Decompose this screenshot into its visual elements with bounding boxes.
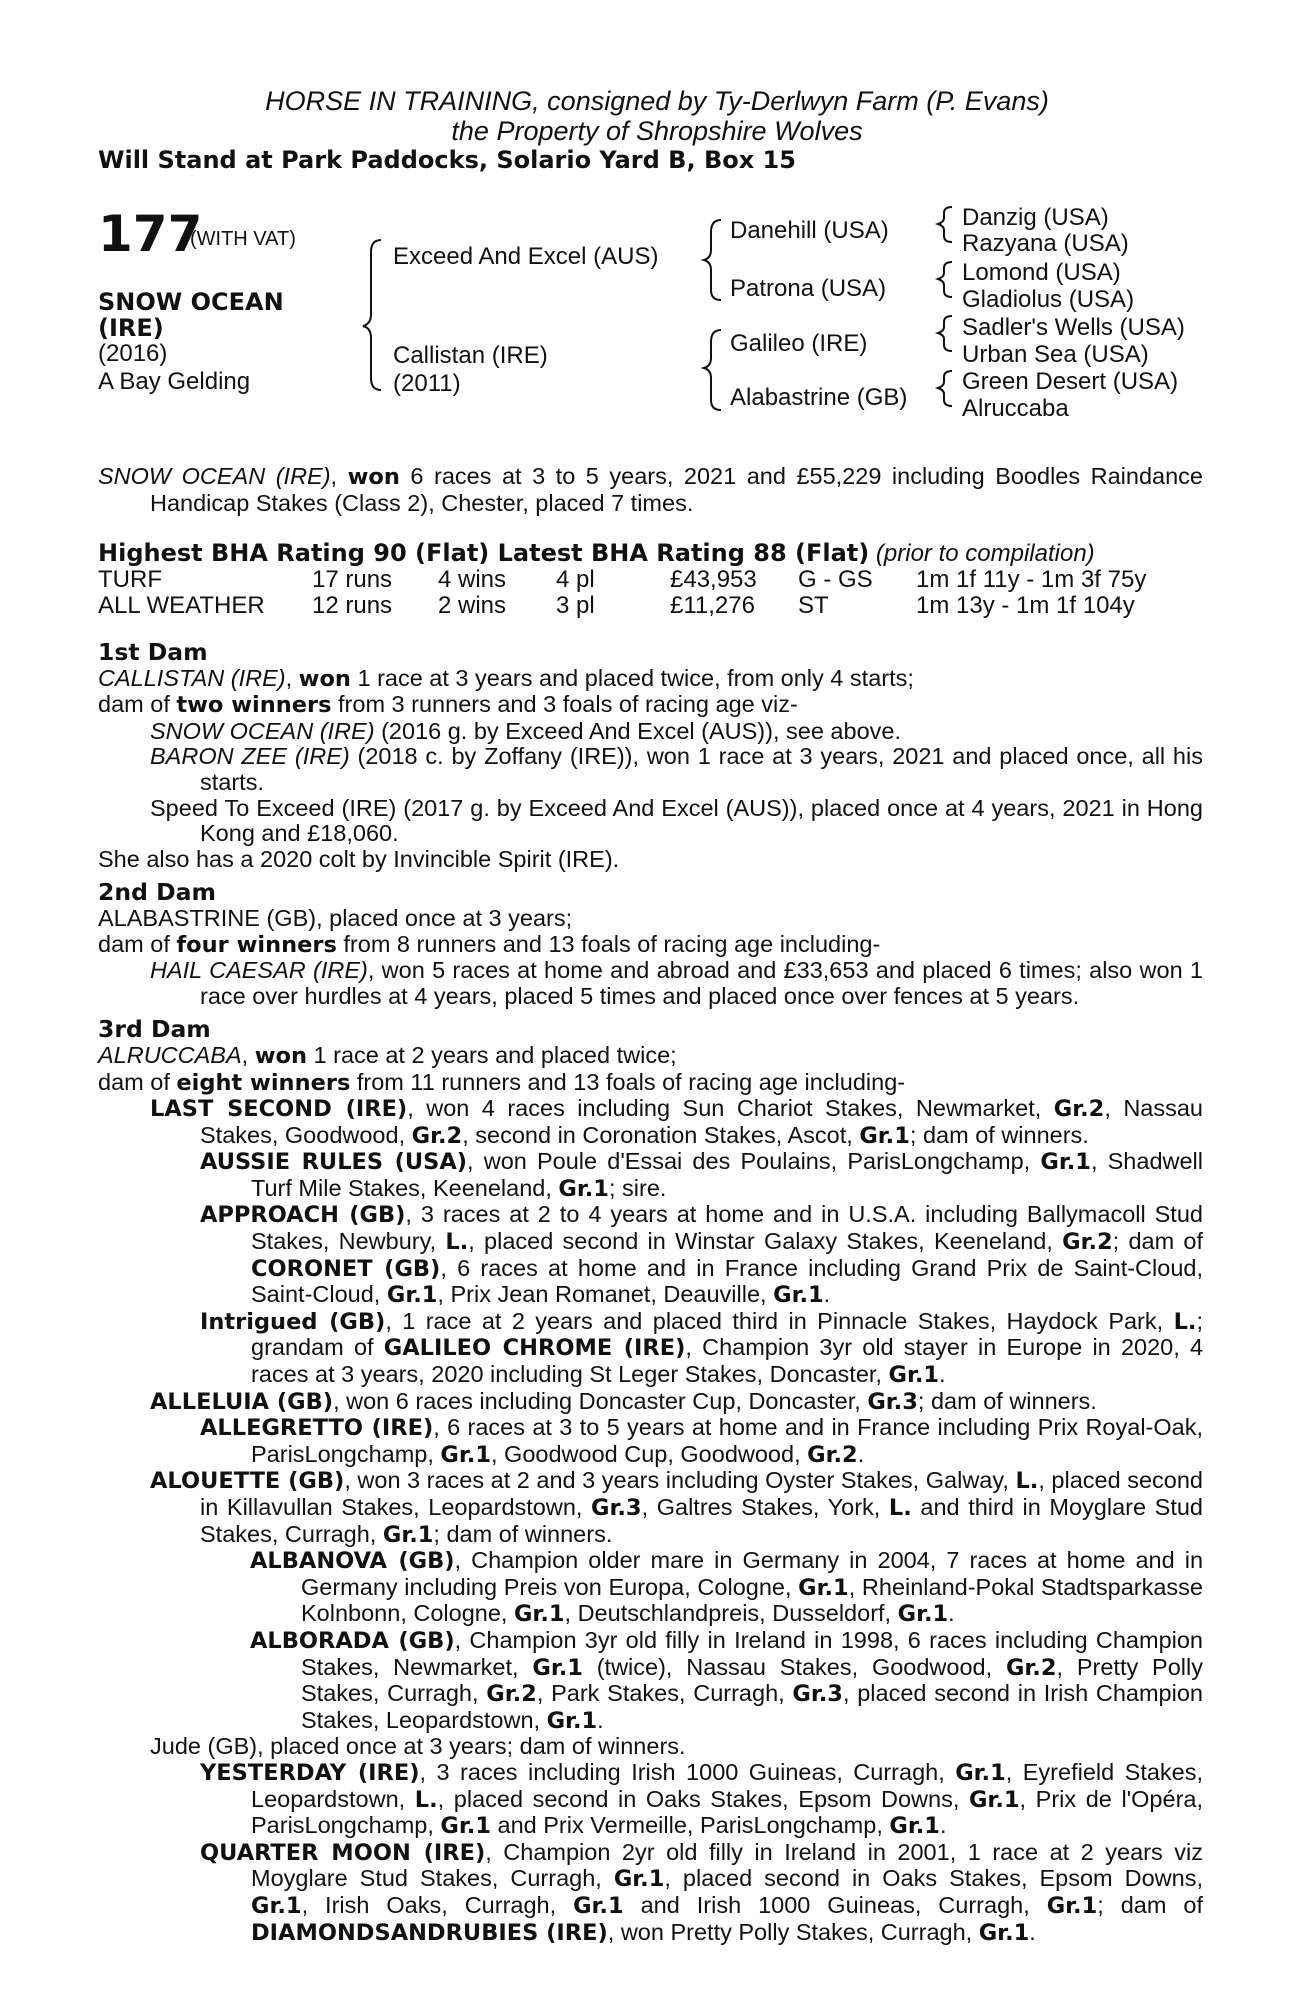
lot-number: 177 [98,205,203,263]
t39: , placed second in Killavullan Stakes, Leopardstown, [200,1467,1203,1520]
albanova-name: ALBANOVA (GB) [250,1548,455,1575]
t9: Gr.1 [1040,1149,1091,1176]
t60: Gr.3 [792,1681,843,1708]
aw-going: ST [798,592,829,619]
t52: . [948,1600,955,1627]
t5: , second in Coronation Stakes, Ascot, [462,1121,860,1148]
t83: ; dam of [1097,1891,1203,1918]
turf-runs: 17 runs [312,566,393,593]
progeny-alouette [98,1468,1203,1548]
yesterday-name: YESTERDAY (IRE) [200,1759,420,1786]
t71: Gr.1 [440,1813,491,1840]
t3: , Nassau Stakes, Goodwood, [200,1095,1203,1148]
dam3-dam-of: dam of [98,1068,177,1095]
dam1-progeny-1: (2016 g. by Exceed And Excel (AUS)), see above. [374,717,901,744]
t72: and Prix Vermeille, ParisLongchamp, [490,1812,890,1839]
t38: L. [1015,1468,1039,1495]
last-second-name: LAST SECOND (IRE) [150,1096,408,1123]
aw-placed: 3 pl [556,592,595,619]
t33: Gr.1 [440,1441,491,1468]
dam1-won: won [298,665,351,692]
dam1-also: She also has a 2020 colt by Invincible Spirit (IRE). [98,845,620,872]
t67: L. [414,1786,438,1813]
t53: , Champion 3yr old filly in Ireland in 1998, 6 races including Champion Stakes, Newmarket, [301,1626,1204,1680]
aw-surface: ALL WEATHER [98,592,265,619]
t41: , Galtres Stakes, York, [641,1494,889,1520]
ds-dam: Urban Sea (USA) [962,341,1149,368]
horse-name-line1: SNOW OCEAN [98,288,284,316]
consignor-line: HORSE IN TRAINING, consigned by Ty-Derlwyn Farm (P. Evans) [265,86,1049,116]
aussie-rules-name: AUSSIE RULES (USA) [200,1149,468,1176]
progeny-albanova [98,1548,1203,1628]
dam3-foals: from 11 runners and 13 foals of racing age including- [350,1068,906,1095]
t23: , 1 race at 2 years and placed third in Pinnacle Stakes, Haydock Park, [385,1307,1174,1334]
t75: , Champion 2yr old filly in Ireland in 2001, 1 race at 2 years viz Moyglare Stud Stakes, Curragh, [251,1838,1203,1892]
t56: Gr.2 [1005,1654,1057,1681]
t30: Gr.3 [867,1388,918,1415]
quarter-moon-name: QUARTER MOON (IRE) [200,1839,486,1866]
progeny-yesterday [98,1760,1203,1840]
t63: . [597,1706,604,1733]
progeny-alleluia [98,1389,1203,1416]
turf-prize: £43,953 [670,566,757,593]
horse-name-line2: (IRE) [98,314,164,342]
turf-placed: 4 pl [556,566,595,593]
turf-distance: 1m 1f 11y - 1m 3f 75y [916,566,1147,593]
t2: Gr.2 [1053,1096,1105,1123]
dam-year: (2011) [393,370,461,397]
t57: , Pretty Polly Stakes, Curragh, [301,1653,1203,1707]
turf-going: G - GS [798,566,873,593]
sd-sire: Lomond (USA) [962,259,1121,286]
dam-dam: Alabastrine (GB) [730,384,908,411]
dam1-winners: two winners [176,692,332,719]
t59: , Park Stakes, Curragh, [536,1680,793,1707]
t28: . [939,1361,946,1388]
allegretto-name: ALLEGRETTO (IRE) [200,1415,434,1442]
bha-ratings: Highest BHA Rating 90 (Flat) Latest BHA Rating 88 (Flat) [98,539,870,567]
summary-won: won [347,464,400,490]
dam1-progeny-1-name: SNOW OCEAN (IRE) [150,717,375,744]
sire: Exceed And Excel (AUS) [393,243,659,270]
progeny-last-second [98,1096,1203,1149]
progeny-aussie-rules [98,1149,1203,1202]
t74: . [939,1812,947,1839]
progeny-approach [98,1202,1203,1308]
race-summary: SNOW OCEAN (IRE), won 6 races at 3 to 5 years, 2021 and £55,229 including Boodles Raindance Handicap Stakes (Class 2), Chester, placed 7 times. [98,463,1203,516]
alborada-name: ALBORADA (GB) [250,1627,455,1654]
dam2-progeny-1-name: HAIL CAESAR (IRE) [150,957,368,984]
diamondsandrubies-name: DIAMONDSANDRUBIES (IRE) [251,1919,608,1946]
t21: Gr.1 [773,1282,824,1309]
dam-sections: 1st Dam CALLISTAN (IRE), won 1 race at 3 years and placed twice, from only 4 starts; dam of two winners from 3 runners and 3 foals of racing age viz- SNOW OCEAN (IRE) (2016 g. by Exceed And Excel (AUS)), see above. BARON ZEE (IRE) (2018 c. by Zoffany (IRE)), won 1 race at 3 years, 2021 and placed once, all his starts. Speed To Exceed (IRE) (2017 g. by Exceed And Excel (AUS)), placed once at 4 years, 2021 in Hong Kong and £18,060. She also has a 2020 colt by Invincible Spirit (IRE). 2nd Dam ALABASTRINE (GB), placed once at 3 years; dam of four winners from 8 runners and 13 foals of racing age including- HAIL CAESAR (IRE), won 5 races at home and abroad and £33,653 and placed 6 times; also won 1 race over hurdles at 4 years, placed 5 times and placed once over fences at 5 years. 3rd Dam ALRUCCABA, won 1 race at 2 years and placed twice; dam of eight winners from 11 runners and 13 foals of racing age including- LAST SECOND (IRE), won 4 races including Sun Chariot Stakes, Newmarket, Gr.2, Nassau Stakes, Goodwood, Gr.2, second in Coronation Stakes, Ascot, Gr.1; dam of winners. AUSSIE RULES (USA), won Poule d'Essai des Poulains, ParisLongchamp, Gr.1, Shadwell Turf Mile Stakes, Keeneland, Gr.1; sire. APPROACH (GB), 3 races at 2 to 4 years at home and in U.S.A. including Ballymacoll Stud Stakes, Newbury, L., placed second in Winstar Galaxy Stakes, Keeneland, Gr.2; dam of CORONET (GB), 6 races at home and in France including Grand Prix de Saint-Cloud, Saint-Cloud, Gr.1, Prix Jean Romanet, Deauville, Gr.1. Intrigued (GB), 1 race at 2 years and placed third in Pinnacle Stakes, Haydock Park, L.; grandam of GALILEO CHROME (IRE), Champion 3yr old stayer in Europe in 2020, 4 races at 3 years, 2020 including St Leger Stakes, Doncaster, Gr.1. ALLELUIA (GB), won 6 races including Doncaster Cup, Doncaster, Gr.3; dam of winners. ALLEGRETTO (IRE), 6 races at 3 to 5 years at home and in France including Prix Royal-Oak, ParisLongchamp, Gr.1, Goodwood Cup, Goodwood, Gr.2. ALOUETTE (GB), won 3 races at 2 and 3 years including Oyster Stakes, Galway, L., placed second in Killavullan Stakes, Leopardstown, Gr.3, Galtres Stakes, York, L. and third in Moyglare Stud Stakes, Curragh, Gr.1; dam of winners. ALBANOVA (GB), Champion older mare in Germany in 2004, 7 races at home and in Germany including Preis von Europa, Cologne, Gr.1, Rheinland-Pokal Stadtsparkasse Kolnbonn, Cologne, Gr.1, Deutschlandpreis, Dusseldorf, Gr.1. ALBORADA (GB), Champion 3yr old filly in Ireland in 1998, 6 races including Champion Stakes, Newmarket, Gr.1 (twice), Nassau Stakes, Goodwood, Gr.2, Pretty Polly Stakes, Curragh, Gr.2, Park Stakes, Curragh, Gr.3, placed second in Irish Champion Stakes, Leopardstown, Gr.1. Jude (GB), placed once at 3 years; dam of winners. YESTERDAY (IRE), 3 races including Irish 1000 Guineas, Curragh, Gr.1, Eyrefield Stakes, Leopardstown, L., placed second in Oaks Stakes, Epsom Downs, Gr.1, Prix de l'Opéra, ParisLongchamp, Gr.1 and Prix Vermeille, ParisLongchamp, Gr.1. QUARTER MOON (IRE), Champion 2yr old filly in Ireland in 2001, 1 race at 2 years viz Moyglare Stud Stakes, Curragh, Gr.1, placed second in Oaks Stakes, Epsom Downs, Gr.1, Irish Oaks, Curragh, Gr.1 and Irish 1000 Guineas, Curragh, Gr.1; dam of DIAMONDSANDRUBIES (IRE), won Pretty Polly Stakes, Curragh, Gr.1. [98,638,1204,1946]
t48: , Rheinland-Pokal Stadtsparkasse Kolnbonn, Cologne, [301,1573,1203,1627]
dam3-winners: eight winners [176,1069,351,1096]
t32: , 6 races at 3 to 5 years at home and in France including Prix Royal-Oak, ParisLongchamp, [251,1414,1203,1467]
aw-runs: 12 runs [312,592,393,619]
dam2-dam-of: dam of [98,930,177,957]
t61: , placed second in Irish Champion Stakes, Leopardstown, [301,1680,1203,1733]
dam3-won: won [254,1042,307,1069]
first-dam-heading: 1st Dam [98,638,208,666]
summary-horse-name: SNOW OCEAN (IRE) [98,463,331,489]
t80: Gr.1 [573,1892,624,1919]
t66: , Eyrefield Stakes, Leopardstown, [251,1758,1204,1812]
galileo-chrome-name: GALILEO CHROME (IRE) [383,1335,686,1362]
dam1-progeny-2-name: BARON ZEE (IRE) [150,743,350,770]
coronet-name: CORONET (GB) [251,1255,441,1282]
t26: , Champion 3yr old stayer in Europe in 2020, 4 races at 3 years, 2020 including St Leger Stakes, Doncaster, [251,1334,1204,1388]
t27: Gr.1 [888,1362,940,1389]
dam1-progeny-3: Speed To Exceed (IRE) (2017 g. by Exceed And Excel (AUS)), placed once at 4 years, 2021 in Hong Kong and £18,060. [150,794,1203,847]
t65: Gr.1 [955,1759,1006,1786]
progeny-quarter-moon [98,1840,1203,1946]
dd-dam: Alruccaba [962,395,1069,422]
t20: , Prix Jean Romanet, Deauville, [437,1281,774,1308]
progeny-intrigued [98,1309,1203,1389]
t82: Gr.1 [1046,1892,1098,1919]
t47: Gr.1 [798,1574,849,1601]
dd-sire: Green Desert (USA) [962,368,1179,395]
t6: Gr.1 [859,1122,910,1149]
ratings-headline-row [98,539,1095,568]
t62: Gr.1 [546,1707,598,1734]
t10: , Shadwell Turf Mile Stakes, Keeneland, [251,1148,1203,1201]
t24: L. [1173,1308,1197,1335]
sd-dam: Gladiolus (USA) [962,286,1135,313]
t78: Gr.1 [251,1892,302,1919]
t29: , won 6 races including Doncaster Cup, Doncaster, [333,1387,868,1414]
dam1-record: 1 race at 3 years and placed twice, from only 4 starts; [350,664,914,691]
t11: Gr.1 [558,1175,609,1202]
alleluia-name: ALLELUIA (GB) [150,1388,334,1415]
aw-distance: 1m 13y - 1m 1f 104y [916,592,1135,619]
dam1-progeny-2: (2018 c. by Zoffany (IRE)), won 1 race at 3 years, 2021 and placed once, all his starts. [200,743,1203,795]
t42: L. [888,1495,912,1521]
t14: L. [445,1229,469,1256]
dam: Callistan (IRE) [393,342,548,369]
t22: . [823,1281,831,1308]
sire-dam: Patrona (USA) [730,275,887,302]
t8: , won Poule d'Essai des Poulains, ParisLongchamp, [467,1148,1041,1175]
progeny-jude: Jude (GB), placed once at 3 years; dam of winners. [150,1733,686,1760]
property-line: the Property of Shropshire Wolves [451,116,863,146]
third-dam-heading: 3rd Dam [98,1015,211,1044]
ratings-note: (prior to compilation) [875,540,1095,567]
t51: Gr.1 [897,1601,949,1628]
stand-location: Will Stand at Park Paddocks, Solario Yard B, Box 15 [98,146,796,174]
t12: ; sire. [608,1174,667,1201]
t40: Gr.3 [591,1495,642,1521]
t69: Gr.1 [968,1786,1020,1813]
t70: , Prix de l'Opéra, ParisLongchamp, [251,1785,1203,1839]
t54: Gr.1 [532,1654,583,1681]
t46: , Champion older mare in Germany in 2004, 7 races at home and in Germany including Preis von Europa, Cologne, [301,1547,1204,1600]
t16: Gr.2 [1062,1229,1113,1256]
alouette-name: ALOUETTE (GB) [150,1468,345,1495]
t55: (twice), Nassau Stakes, Goodwood, [582,1653,1006,1680]
dam3-record: 1 race at 2 years and placed twice; [306,1041,677,1068]
turf-surface: TURF [98,566,162,593]
approach-name: APPROACH (GB) [200,1202,406,1229]
dam2-record: ALABASTRINE (GB), placed once at 3 years; [98,904,573,931]
progeny-alborada [98,1628,1203,1734]
t25: ; grandam of [251,1307,1203,1361]
t37: , won 3 races at 2 and 3 years including Oyster Stakes, Galway, [344,1467,1016,1494]
t50: , Deutschlandpreis, Dusseldorf, [564,1600,898,1627]
foaling-year: (2016) [98,340,168,367]
ds-sire: Sadler's Wells (USA) [962,314,1185,341]
t4: Gr.2 [411,1122,463,1149]
t81: and Irish 1000 Guineas, Curragh, [623,1891,1047,1918]
dam1-name: CALLISTAN (IRE) [98,664,286,691]
t34: , Goodwood Cup, Goodwood, [490,1440,808,1467]
t18: , 6 races at home and in France including Grand Prix de Saint-Cloud, Saint-Cloud, [251,1254,1203,1308]
aw-prize: £11,276 [670,592,755,619]
t43: and third in Moyglare Stud Stakes, Curragh, [200,1494,1203,1547]
dam1-dam-of: dam of [98,691,177,718]
dam1-foals: from 3 runners and 3 foals of racing age viz- [331,691,798,718]
t13: , 3 races at 2 to 4 years at home and in U.S.A. including Ballymacoll Stud Stakes, Newbury, [251,1201,1203,1255]
t73: Gr.1 [889,1813,940,1840]
dam-sire: Galileo (IRE) [730,330,868,357]
summary-text: 6 races at 3 to 5 years, 2021 and £55,229 including Boodles Raindance Handicap Stakes (Class 2), Chester, placed 7 times. [150,463,1203,516]
t7: ; dam of winners. [909,1121,1089,1148]
progeny-allegretto [98,1415,1203,1468]
t86: . [1029,1918,1036,1945]
t64: , 3 races including Irish 1000 Guineas, Curragh, [419,1758,956,1785]
turf-wins: 4 wins [438,566,507,593]
dam2-foals: from 8 runners and 13 foals of racing age including- [336,930,881,957]
t35: Gr.2 [807,1441,858,1468]
sire-sire: Danehill (USA) [730,217,889,244]
t1: , won 4 races including Sun Chariot Stakes, Newmarket, [407,1095,1054,1122]
t45: ; dam of winners. [433,1520,613,1547]
second-dam-heading: 2nd Dam [98,878,216,907]
t36: . [857,1440,865,1467]
t79: , Irish Oaks, Curragh, [301,1891,574,1918]
t76: Gr.1 [613,1866,665,1893]
dam3-name: ALRUCCABA [98,1041,242,1068]
aw-wins: 2 wins [438,592,507,619]
t17: ; dam of [1112,1228,1203,1255]
t44: Gr.1 [382,1521,434,1548]
t31: ; dam of winners. [917,1387,1097,1414]
t77: , placed second in Oaks Stakes, Epsom Downs, [664,1865,1203,1892]
ss-sire: Danzig (USA) [962,204,1109,231]
t15: , placed second in Winstar Galaxy Stakes, Keeneland, [468,1228,1063,1255]
t68: , placed second in Oaks Stakes, Epsom Downs, [437,1785,969,1812]
intrigued-name: Intrigued (GB) [200,1308,386,1335]
dam2-progeny-1: , won 5 races at home and abroad and £33,653 and placed 6 times; also won 1 race over hurdles at 4 years, placed 5 times and placed once over fences at 5 years. [200,957,1203,1009]
t19: Gr.1 [386,1282,438,1309]
ss-dam: Razyana (USA) [962,230,1129,257]
t85: Gr.1 [978,1919,1030,1946]
dam2-winners: four winners [176,931,337,958]
t49: Gr.1 [513,1601,565,1628]
t58: Gr.2 [486,1681,537,1708]
vat-note: (WITH VAT) [190,228,296,250]
horse-description: A Bay Gelding [98,368,251,395]
t84: , won Pretty Polly Stakes, Curragh, [607,1918,979,1945]
